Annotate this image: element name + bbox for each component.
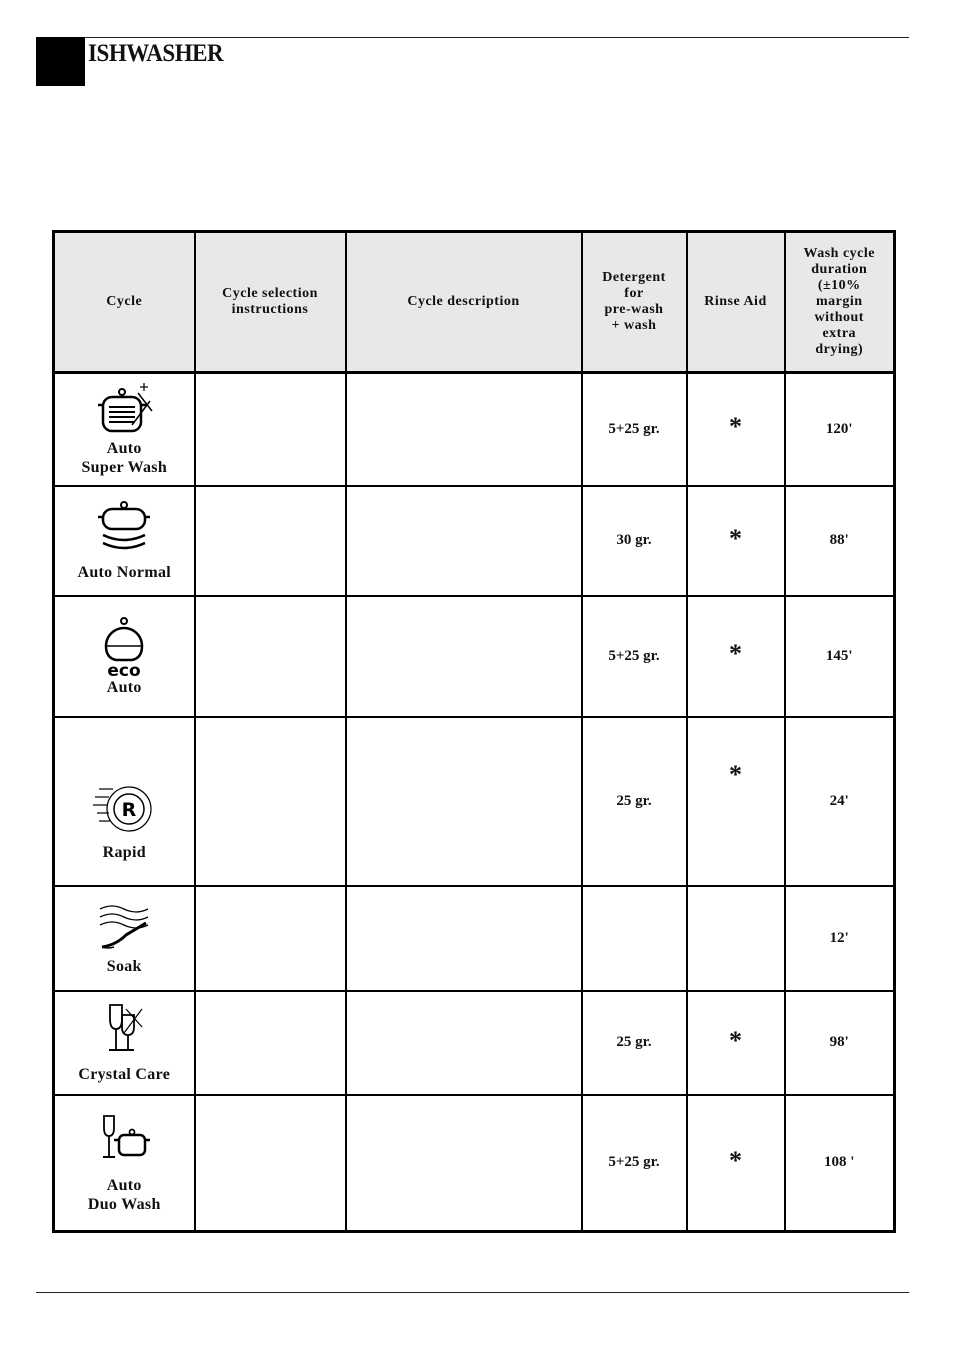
description-cell <box>346 991 582 1095</box>
detergent-cell <box>582 886 687 991</box>
rinse-aid-mark: * <box>729 1145 742 1175</box>
table-header-row <box>54 232 895 373</box>
cycle-cell <box>54 486 195 596</box>
super-wash-icon <box>94 381 154 439</box>
cycle-name: Auto Super Wash <box>81 440 168 477</box>
bottom-rule <box>36 1292 909 1293</box>
table-row <box>54 1095 895 1232</box>
cycle-cell <box>54 1095 195 1232</box>
table-row <box>54 596 895 717</box>
detergent-cell: 5+25 gr. <box>582 1095 687 1232</box>
col-header-duration: Wash cycle duration (±10% margin without extra drying) <box>785 232 895 373</box>
detergent-cell: 30 gr. <box>582 486 687 596</box>
duration-cell: 108 ' <box>785 1095 895 1232</box>
cycle-cell <box>54 373 195 486</box>
rinse-aid-cell <box>687 991 785 1095</box>
cycle-name: Soak <box>106 957 142 975</box>
table-row <box>54 991 895 1095</box>
duration-cell: 88' <box>785 486 895 596</box>
soak-icon <box>94 901 154 953</box>
instructions-cell <box>195 486 346 596</box>
duo-wash-icon <box>94 1112 154 1164</box>
header-block <box>36 37 85 86</box>
rinse-aid-mark: * <box>729 523 742 553</box>
rinse-aid-mark: * <box>729 759 742 789</box>
svg-text:R: R <box>121 798 137 821</box>
description-cell <box>346 373 582 486</box>
instructions-cell <box>195 373 346 486</box>
duration-cell: 120' <box>785 373 895 486</box>
description-cell <box>346 486 582 596</box>
cycle-table <box>52 230 896 1233</box>
rapid-icon <box>93 781 155 837</box>
rinse-aid-mark: * <box>729 639 742 668</box>
description-cell <box>346 596 582 717</box>
rinse-aid-cell <box>687 596 785 717</box>
detergent-cell: 25 gr. <box>582 717 687 886</box>
rinse-aid-cell <box>687 373 785 486</box>
cycle-cell <box>54 886 195 991</box>
eco-icon <box>94 616 154 678</box>
instructions-cell <box>195 717 346 886</box>
rinse-aid-cell <box>687 717 785 886</box>
top-rule <box>36 37 909 38</box>
table-row <box>54 886 895 991</box>
rinse-aid-cell <box>687 1095 785 1232</box>
cycle-name: Rapid <box>102 843 146 861</box>
description-cell <box>346 717 582 886</box>
table-row <box>54 717 895 886</box>
cycle-name: Auto Normal <box>77 564 171 581</box>
normal-wash-icon <box>94 499 154 555</box>
cycle-cell <box>54 596 195 717</box>
detergent-cell: 5+25 gr. <box>582 373 687 486</box>
cycle-name: Crystal Care <box>78 1066 171 1083</box>
rinse-aid-cell <box>687 486 785 596</box>
duration-cell: 24' <box>785 717 895 886</box>
instructions-cell <box>195 991 346 1095</box>
instructions-cell <box>195 886 346 991</box>
col-header-rinse-aid: Rinse Aid <box>687 232 785 373</box>
instructions-cell <box>195 596 346 717</box>
page-title: ISHWASHER <box>88 40 224 67</box>
table-row <box>54 373 895 486</box>
instructions-cell <box>195 1095 346 1232</box>
detergent-cell: 25 gr. <box>582 991 687 1095</box>
table-row <box>54 486 895 596</box>
description-cell <box>346 886 582 991</box>
duration-cell: 145' <box>785 596 895 717</box>
cycle-name: Auto Duo Wash <box>87 1176 161 1213</box>
rinse-aid-mark: * <box>729 412 742 442</box>
cycle-name: Auto <box>106 678 142 696</box>
col-header-detergent: Detergent for pre-wash + wash <box>582 232 687 373</box>
col-header-description: Cycle description <box>346 232 582 373</box>
col-header-instructions: Cycle selection instructions <box>195 232 346 373</box>
rinse-aid-mark: * <box>729 1025 742 1055</box>
duration-cell: 12' <box>785 886 895 991</box>
cycle-cell <box>54 717 195 886</box>
detergent-cell: 5+25 gr. <box>582 596 687 717</box>
description-cell <box>346 1095 582 1232</box>
svg-text:eco: eco <box>107 660 141 678</box>
duration-cell: 98' <box>785 991 895 1095</box>
col-header-cycle: Cycle <box>54 232 195 373</box>
rinse-aid-cell <box>687 886 785 991</box>
crystal-care-icon <box>94 1001 154 1057</box>
cycle-cell <box>54 991 195 1095</box>
